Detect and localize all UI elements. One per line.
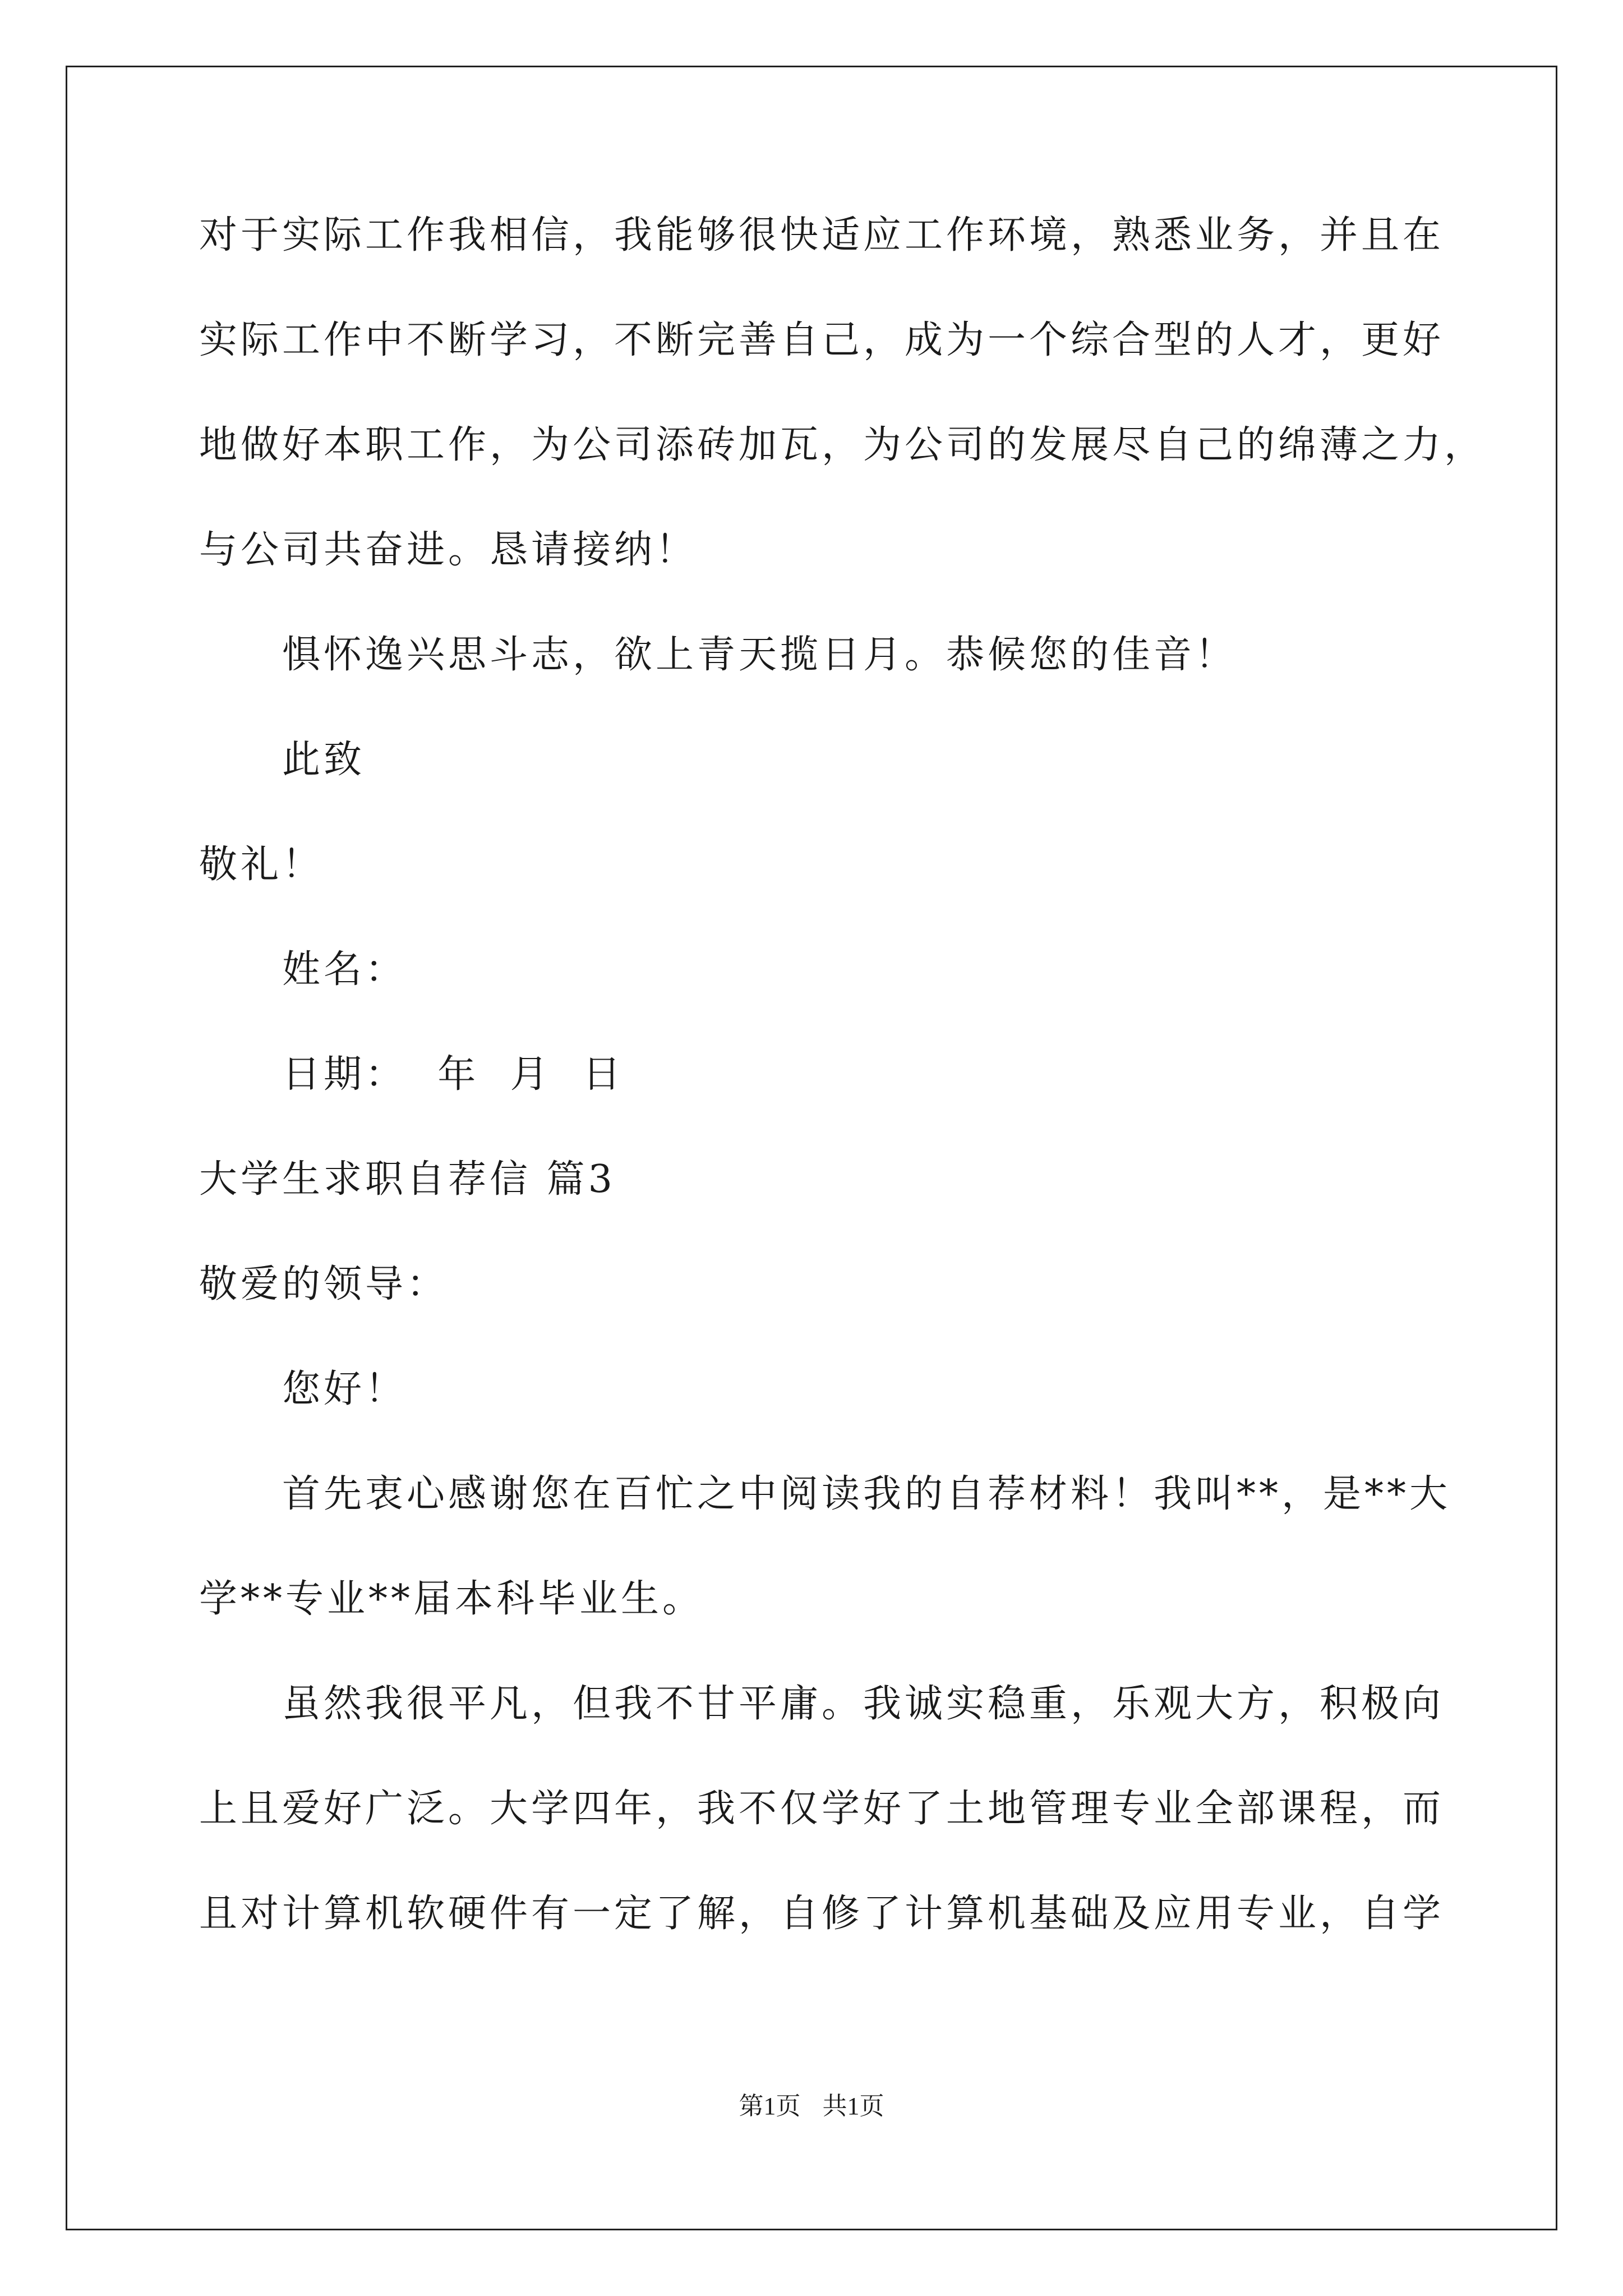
name-line: 姓名： <box>282 947 407 992</box>
paragraph-line: 上且爱好广泛。大学四年，我不仅学好了土地管理专业全部课程，而 <box>199 1787 1445 1831</box>
paragraph-line: 实际工作中不断学习，不断完善自己，成为一个综合型的人才，更好 <box>199 318 1445 362</box>
date-line: 日期： 年 月 日 <box>282 1052 624 1097</box>
page-footer <box>0 2092 1623 2121</box>
paragraph-line: 与公司共奋进。恳请接纳！ <box>199 528 698 572</box>
page-number: 第1页 <box>739 2092 801 2120</box>
paragraph-line: 对于实际工作我相信，我能够很快适应工作环境，熟悉业务，并且在 <box>199 213 1445 257</box>
page-total: 共1页 <box>822 2092 884 2120</box>
paragraph-line: 学**专业**届本科毕业生。 <box>199 1577 704 1621</box>
closing-line: 此致 <box>282 738 366 782</box>
paragraph-line: 您好！ <box>282 1367 407 1411</box>
paragraph-line: 且对计算机软硬件有一定了解，自修了计算机基础及应用专业，自学 <box>199 1892 1445 1936</box>
salute-line: 敬礼！ <box>199 843 324 887</box>
paragraph-line: 地做好本职工作，为公司添砖加瓦，为公司的发展尽自己的绵薄之力， <box>199 423 1486 467</box>
section-heading: 大学生求职自荐信 篇3 <box>199 1157 616 1202</box>
paragraph-line: 惧怀逸兴思斗志，欲上青天揽日月。恭候您的佳音！ <box>282 633 1237 677</box>
paragraph-line: 虽然我很平凡，但我不甘平庸。我诚实稳重，乐观大方，积极向 <box>282 1682 1445 1726</box>
greeting-line: 敬爱的领导： <box>199 1262 449 1306</box>
paragraph-line: 首先衷心感谢您在百忙之中阅读我的自荐材料！我叫**，是**大 <box>282 1472 1451 1516</box>
